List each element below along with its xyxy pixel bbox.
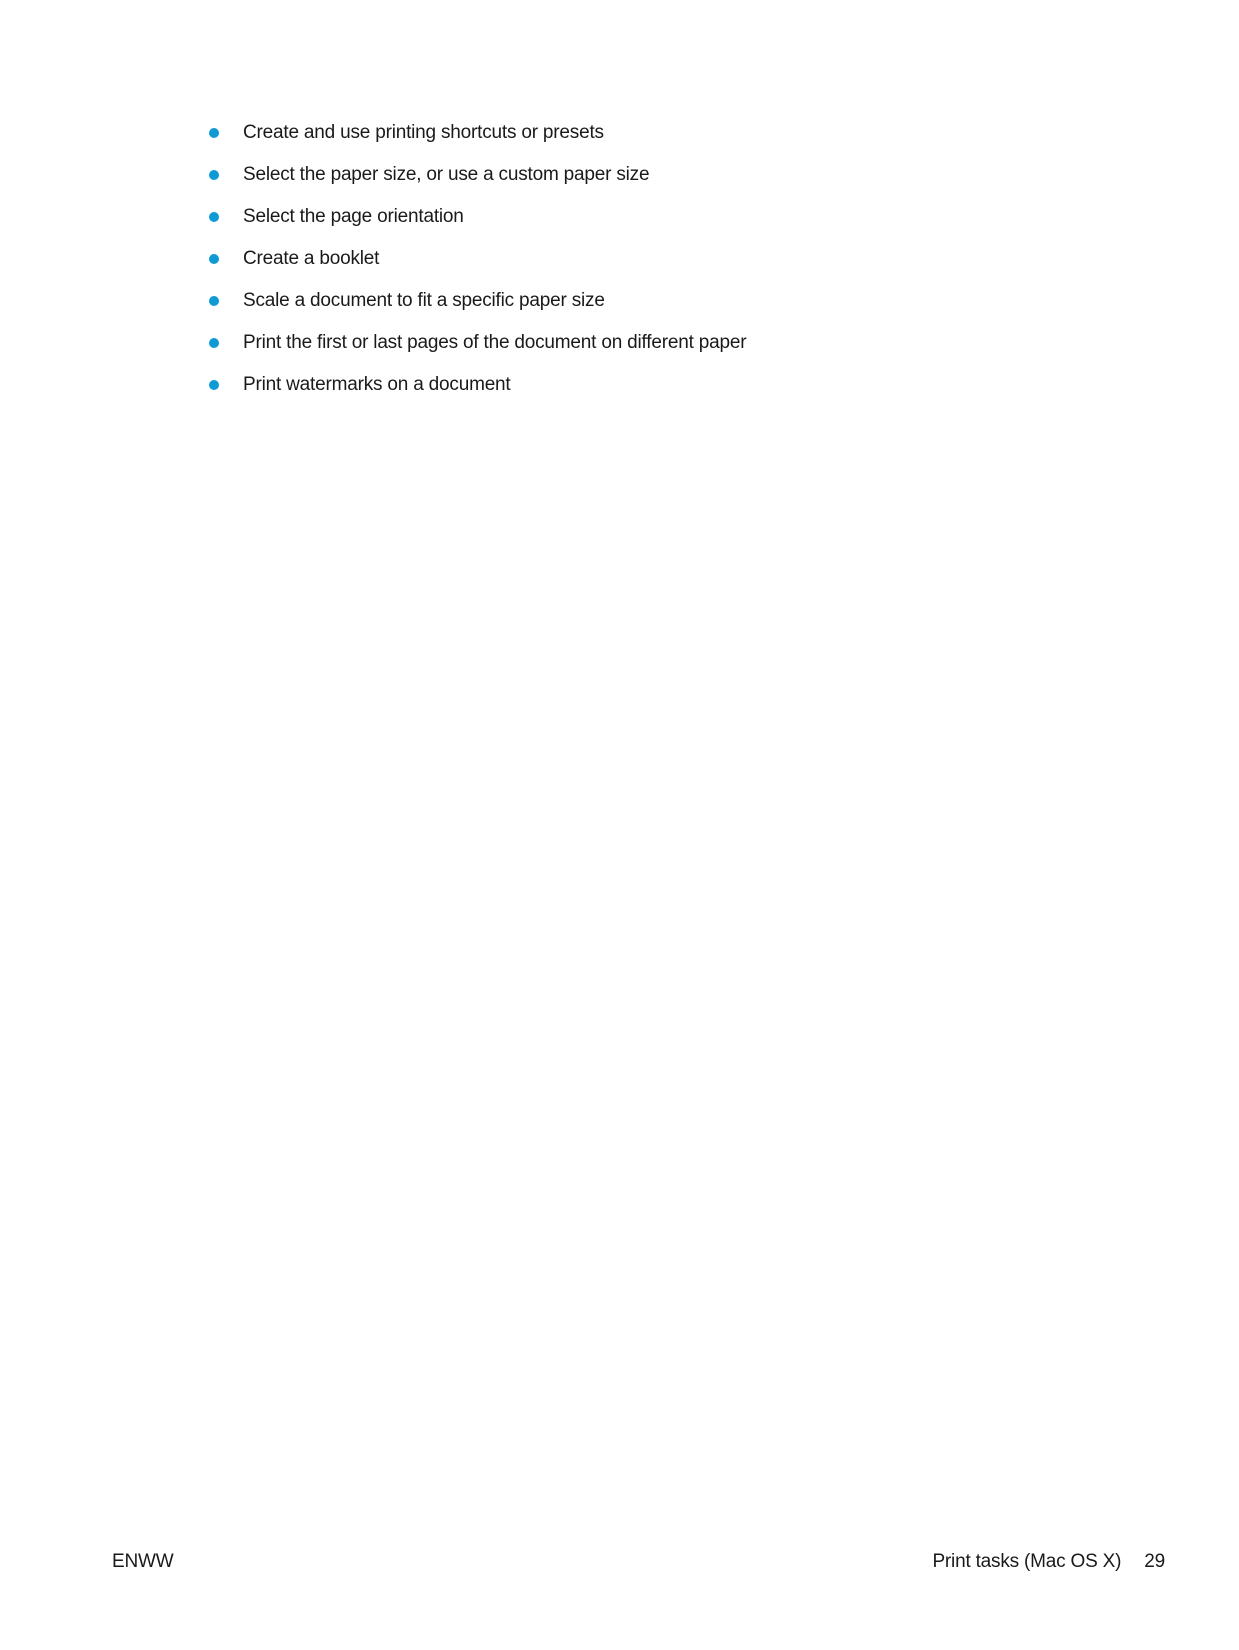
footer-page-number: 29 bbox=[1144, 1551, 1165, 1572]
list-item-link[interactable]: Print watermarks on a document bbox=[243, 374, 511, 395]
list-item bbox=[209, 122, 746, 144]
bullet-icon bbox=[209, 212, 219, 222]
list-item bbox=[209, 248, 746, 270]
list-item-link[interactable]: Create a booklet bbox=[243, 248, 380, 269]
list-item-link[interactable]: Scale a document to fit a specific paper size bbox=[243, 290, 605, 311]
list-item bbox=[209, 206, 746, 228]
list-item bbox=[209, 290, 746, 312]
footer-right bbox=[932, 1551, 1165, 1573]
list-item-link[interactable]: Select the page orientation bbox=[243, 206, 464, 227]
bullet-icon bbox=[209, 128, 219, 138]
list-item-link[interactable]: Create and use printing shortcuts or presets bbox=[243, 122, 604, 143]
bullet-icon bbox=[209, 296, 219, 306]
bullet-icon bbox=[209, 254, 219, 264]
footer-doc-code: ENWW bbox=[112, 1551, 174, 1572]
list-item bbox=[209, 164, 746, 186]
print-tasks-link-list bbox=[209, 122, 746, 396]
list-item-link[interactable]: Select the paper size, or use a custom paper size bbox=[243, 164, 650, 185]
bullet-icon bbox=[209, 170, 219, 180]
bullet-icon bbox=[209, 338, 219, 348]
list-item-link[interactable]: Print the first or last pages of the document on different paper bbox=[243, 332, 747, 353]
footer-section-title: Print tasks (Mac OS X) bbox=[932, 1551, 1122, 1572]
list-item bbox=[209, 332, 746, 354]
list-item bbox=[209, 374, 746, 396]
bullet-icon bbox=[209, 380, 219, 390]
